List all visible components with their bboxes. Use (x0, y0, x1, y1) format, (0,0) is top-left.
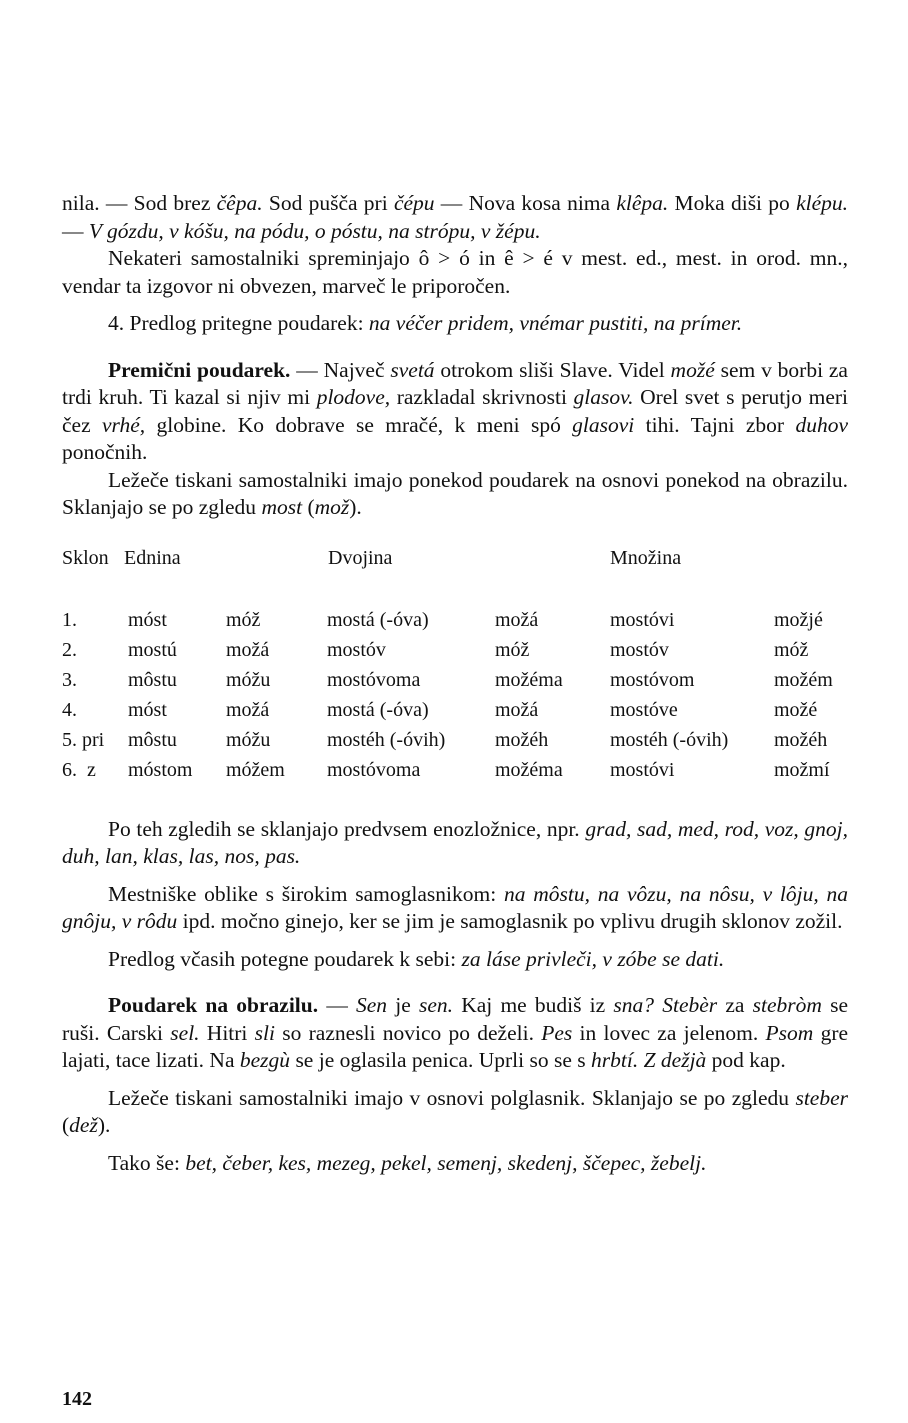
text: ). (97, 1113, 111, 1137)
table-cell: móst (128, 698, 167, 721)
example: klêpa. (616, 191, 669, 215)
example: steber (795, 1085, 848, 1110)
table-cell: možé (774, 698, 818, 721)
example: čépu (393, 191, 435, 215)
table-cell: mostóvi (610, 758, 675, 781)
table-row (62, 726, 833, 756)
table-cell: mostóvoma (327, 668, 421, 691)
table-cell: móžu (226, 668, 271, 691)
page-body (62, 190, 848, 1177)
table-cell: mostá (-óva) (327, 608, 429, 631)
text: Tako še: (108, 1150, 186, 1175)
example: duhov (795, 412, 848, 437)
text: se je oglasila penica. Uprli so se s (290, 1048, 591, 1072)
text: Ležeče tiskani samostalniki imajo ponekod poudarek na osnovi ponekod na obrazilu. Sklanjajo se po zgledu (62, 467, 848, 519)
paragraph-10 (62, 1085, 848, 1140)
text: 4. Predlog pritegne poudarek: (108, 311, 369, 335)
text: Predlog včasih potegne poudarek k sebi: (108, 946, 462, 971)
table-cell: 6. z (62, 758, 96, 781)
table-cell: móžu (226, 728, 271, 751)
example: Sen (356, 993, 388, 1017)
text: za (717, 993, 753, 1017)
section-heading: Premični poudarek. (108, 357, 291, 382)
example: sen. (418, 993, 454, 1017)
example: bet, čeber, kes, mezeg, pekel, semenj, skedenj, ščepec, žebelj. (185, 1150, 707, 1175)
text: — Nova kosa nima (434, 191, 617, 215)
paragraph-8 (62, 946, 848, 974)
text: sem v borbi za trdi kruh. Ti kazal si njiv mi (62, 357, 848, 409)
table-cell: možéma (495, 758, 563, 781)
paragraph-7 (62, 881, 848, 936)
table-cell: mostéh (-óvih) (327, 728, 446, 751)
text (654, 993, 662, 1017)
example: svetá (390, 357, 435, 382)
text: ( (302, 495, 315, 519)
paragraph-5 (62, 467, 848, 522)
text: Moka diši po (668, 191, 797, 215)
table-cell: mostóve (610, 698, 678, 721)
example: Stebèr (662, 993, 718, 1017)
example: čêpa. (216, 191, 263, 215)
table-cell: mostá (-óva) (327, 698, 429, 721)
table-cell: môstu (128, 728, 177, 751)
table-cell: možéh (774, 728, 828, 751)
paragraph-6 (62, 816, 848, 871)
example: na môstu, na vôzu, na nôsu, v lôju, na gnôju, v rôdu (62, 881, 848, 933)
table-cell: možéma (495, 668, 563, 691)
header-ednina: Ednina (124, 546, 181, 569)
table-cell: mostóv (610, 638, 669, 661)
table-cell: mostú (128, 638, 177, 661)
text: tihi. Tajni zbor (634, 412, 796, 437)
text: gre lajati, tace lizati. Na (62, 1020, 849, 1072)
example: grad, sad, med, rod, voz, gnoj, duh, lan, klas, las, nos, pas. (62, 816, 848, 868)
header-mnozina: Množina (610, 546, 682, 569)
table-row (62, 696, 833, 726)
text: otrokom sliši Slave. Videl (434, 357, 671, 382)
example: vrhé, (101, 412, 146, 437)
section-heading: Poudarek na obrazilu. (108, 993, 319, 1017)
text: je (387, 993, 419, 1017)
header-sklon: Sklon (62, 546, 109, 569)
example: bezgù (239, 1048, 291, 1072)
example: glasovi (572, 412, 635, 437)
example: most (261, 495, 303, 519)
table-cell: možmí (774, 758, 830, 781)
example: na véčer pridem, vnémar pustiti, na prímer. (368, 311, 743, 335)
paragraph-9 (62, 992, 848, 1075)
table-cell: móž (495, 638, 530, 661)
table-cell: možá (226, 698, 270, 721)
table-cell: mostéh (-óvih) (610, 728, 729, 751)
text: in lovec za jelenom. (572, 1020, 766, 1045)
table-cell: mostóv (327, 638, 386, 661)
table-row (62, 606, 833, 636)
example: sel. (170, 1020, 200, 1045)
text: globine. Ko dobrave se mračé, k meni spó (145, 412, 573, 437)
table-cell: možém (774, 668, 833, 691)
table-cell: mostóvi (610, 608, 675, 631)
table-cell: možjé (774, 608, 823, 631)
text: Sod pušča pri (262, 191, 394, 215)
text: Po teh zgledih se sklanjajo predvsem enozložnice, npr. (108, 816, 586, 841)
declension-table (62, 542, 833, 786)
example: plodove, (316, 385, 391, 409)
example: hrbtí. (591, 1048, 639, 1072)
text: Kaj me budiš iz (453, 993, 614, 1017)
table-cell: 1. (62, 608, 77, 631)
page-number: 142 (62, 1388, 92, 1410)
table-cell: mostóvom (610, 668, 695, 691)
table-cell: móstom (128, 758, 193, 781)
table-cell: mostóvoma (327, 758, 421, 781)
text: ). (349, 495, 362, 519)
table-cell: možéh (495, 728, 549, 751)
table-cell: móž (226, 608, 261, 631)
paragraph-2 (62, 245, 848, 300)
table-cell: možá (495, 698, 539, 721)
text: ipd. močno ginejo, ker se jim je samoglasnik po vplivu drugih sklonov zožil. (177, 909, 843, 933)
table-cell: 3. (62, 668, 77, 691)
text: se ruši. Carski (62, 993, 849, 1045)
text: — (62, 218, 89, 243)
table-cell: môstu (128, 668, 177, 691)
example: Pes (541, 1020, 573, 1045)
table-cell: móž (774, 638, 809, 661)
example: Z dežjà (643, 1048, 707, 1072)
text: Nekateri samostalniki spreminjajo ô > ó in ê > é v mest. ed., mest. in orod. mn., vendar ta izgovor ni obvezen, marveč le priporočen. (62, 246, 848, 298)
header-dvojina: Dvojina (328, 546, 393, 569)
example: V gózdu, v kóšu, na pódu, o póstu, na strópu, v žépu. (88, 218, 541, 243)
table-cell: možá (495, 608, 539, 631)
example: sli (254, 1020, 275, 1045)
table-cell: 2. (62, 638, 77, 661)
example: za láse privleči, v zóbe se dati. (461, 946, 725, 971)
text: Ležeče tiskani samostalniki imajo v osnovi polglasnik. Sklanjajo se po zgledu (108, 1085, 796, 1110)
example: mož (314, 495, 350, 519)
example: možé (670, 357, 715, 382)
table-row (62, 636, 833, 666)
paragraph-1 (62, 190, 848, 245)
example: stebròm (752, 993, 822, 1017)
table-cell: možá (226, 638, 270, 661)
table-row (62, 756, 833, 786)
text: Hitri (199, 1020, 255, 1045)
text: nila. — Sod brez (62, 191, 217, 215)
text: — Največ (290, 357, 391, 382)
example: dež (69, 1113, 98, 1137)
table-cell: móst (128, 608, 167, 631)
example: sna? (613, 993, 655, 1017)
paragraph-11 (62, 1150, 848, 1178)
table-cell: 4. (62, 698, 77, 721)
table-cell: 5. pri (62, 728, 105, 751)
example: Psom (765, 1020, 814, 1045)
text: ponočnih. (62, 440, 148, 464)
text: razkladal skrivnosti (390, 385, 574, 409)
text: pod kap. (706, 1048, 786, 1072)
table-cell: móžem (226, 758, 285, 781)
text: ( (62, 1113, 70, 1137)
table-row (62, 666, 833, 696)
paragraph-3 (62, 310, 848, 338)
example: glasov. (573, 385, 634, 409)
table-header-row (62, 542, 833, 576)
text: so raznesli novico po deželi. (275, 1020, 542, 1045)
text: Mestniške oblike s širokim samoglasnikom: (108, 881, 504, 906)
paragraph-4 (62, 357, 848, 467)
text: — (318, 993, 357, 1017)
text: Orel svet s perutjo meri čez (62, 385, 848, 437)
example: klépu. (796, 191, 848, 215)
